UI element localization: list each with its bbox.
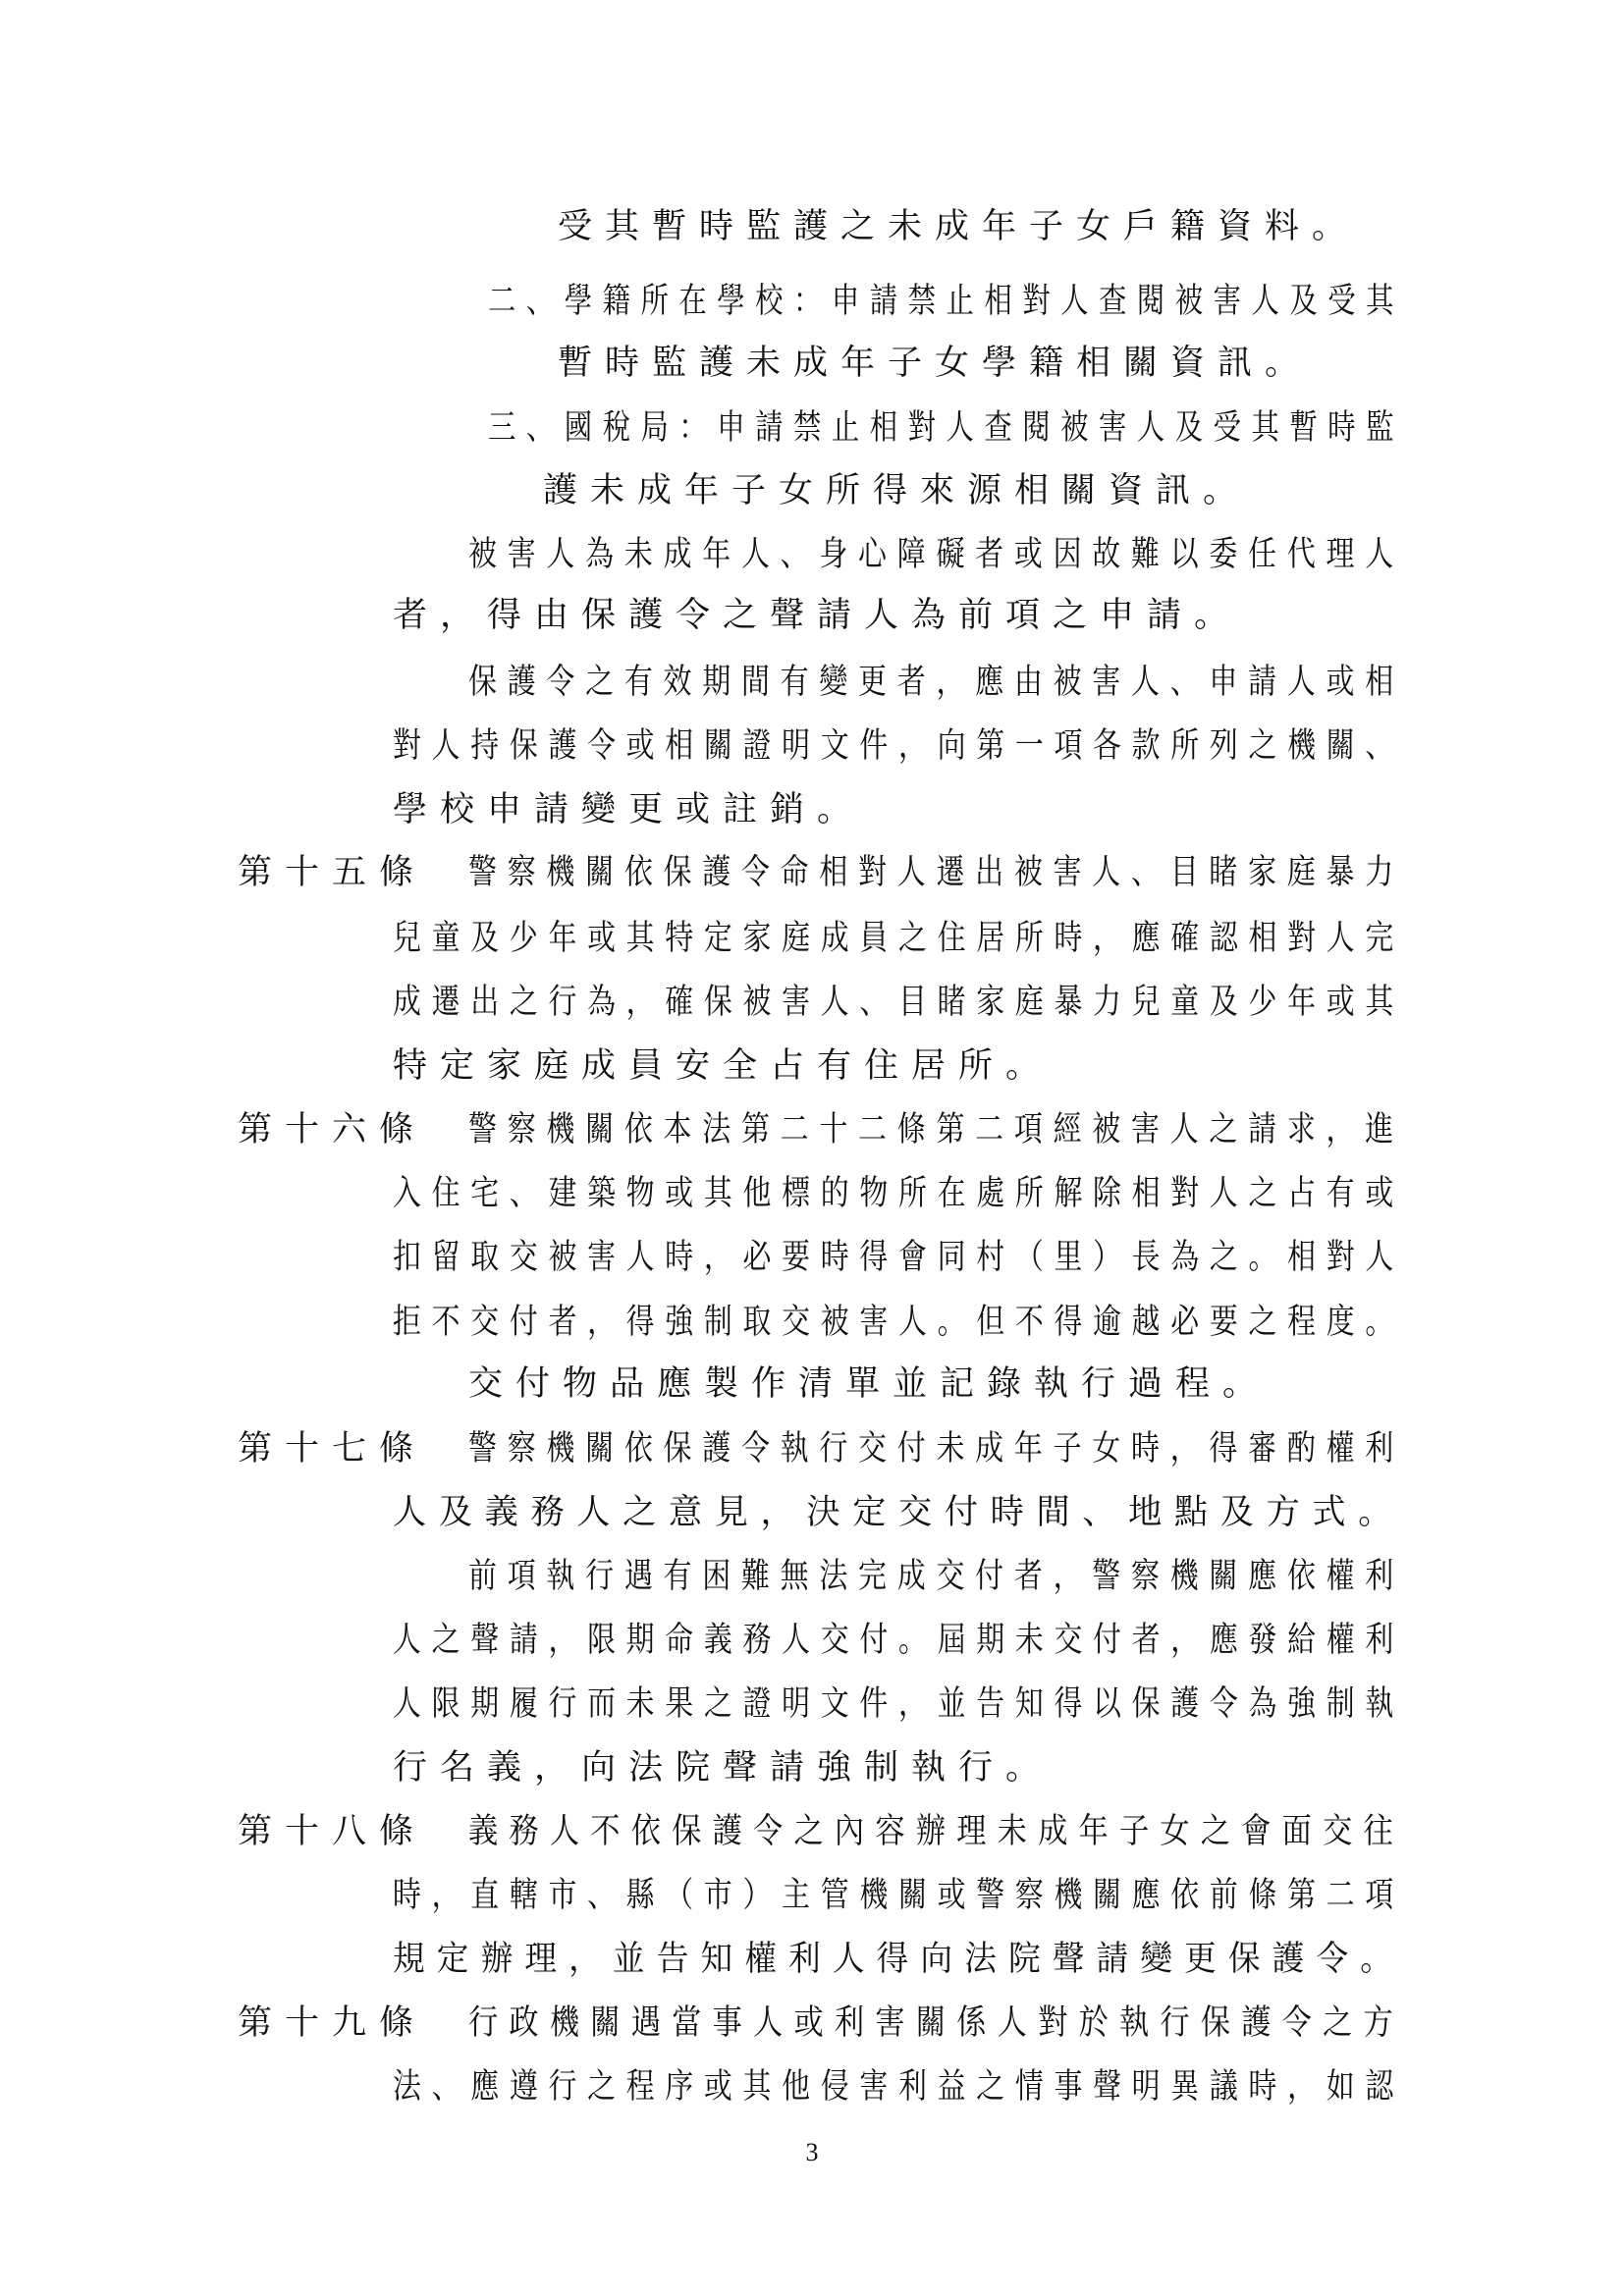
text-line: 義務人不依保護令之內容辦理未成年子女之會面交往 xyxy=(468,1812,1404,1851)
text-line: 規定辦理，並告知權利人得向法院聲請變更保護令。 xyxy=(393,1940,1405,1979)
text-line: 保護令之有效期間有變更者，應由被害人、申請人或相 xyxy=(468,663,1404,702)
text-line: 學校申請變更或註銷。 xyxy=(393,790,865,829)
text-line: 三、國稅局：申請禁止相對人查閱被害人及受其暫時監 xyxy=(488,408,1405,448)
text-line: 扣留取交被害人時，必要時得會同村（里）長為之。相對人 xyxy=(393,1238,1404,1277)
article-label: 第十八條 xyxy=(238,1812,427,1851)
text-line: 時，直轄市、縣（市）主管機關或警察機關應依前條第二項 xyxy=(393,1876,1404,1915)
article-label: 第十六條 xyxy=(238,1110,427,1149)
text-line: 者，得由保護令之聲請人為前項之申請。 xyxy=(393,596,1242,635)
text-line: 拒不交付者，得強制取交被害人。但不得逾越必要之程度。 xyxy=(393,1303,1404,1342)
text-line: 二、學籍所在學校：申請禁止相對人查閱被害人及受其 xyxy=(488,282,1405,321)
text-line: 人限期履行而未果之證明文件，並告知得以保護令為強制執 xyxy=(393,1684,1404,1724)
text-line: 成遷出之行為，確保被害人、目睹家庭暴力兒童及少年或其 xyxy=(393,983,1404,1022)
text-line: 對人持保護令或相關證明文件，向第一項各款所列之機關、 xyxy=(393,726,1404,766)
text-line: 護未成年子女所得來源相關資訊。 xyxy=(543,471,1251,510)
page-number: 3 xyxy=(805,2138,819,2166)
text-line: 法、應遵行之程序或其他侵害利益之情事聲明異議時，如認 xyxy=(393,2067,1404,2107)
text-line: 暫時監護未成年子女學籍相關資訊。 xyxy=(558,344,1313,383)
text-line: 入住宅、建築物或其他標的物所在處所解除相對人之占有或 xyxy=(393,1174,1404,1213)
text-line: 受其暫時監護之未成年子女戶籍資料。 xyxy=(558,207,1360,246)
text-line: 警察機關依本法第二十二條第二項經被害人之請求，進 xyxy=(468,1110,1404,1149)
text-line: 人及義務人之意見，決定交付時間、地點及方式。 xyxy=(393,1493,1405,1532)
text-line: 人之聲請，限期命義務人交付。屆期未交付者，應發給權利 xyxy=(393,1621,1404,1660)
text-line: 前項執行遇有困難無法完成交付者，警察機關應依權利 xyxy=(468,1557,1404,1596)
text-line: 兒童及少年或其特定家庭成員之住居所時，應確認相對人完 xyxy=(393,919,1404,958)
text-line: 行名義，向法院聲請強制執行。 xyxy=(393,1748,1054,1788)
text-line: 特定家庭成員安全占有住居所。 xyxy=(393,1046,1054,1086)
text-line: 交付物品應製作清單並記錄執行過程。 xyxy=(468,1364,1271,1404)
article-label: 第十七條 xyxy=(238,1429,427,1468)
article-label: 第十九條 xyxy=(238,2003,427,2043)
text-line: 被害人為未成年人、身心障礙者或因故難以委任代理人 xyxy=(468,535,1404,574)
text-line: 行政機關遇當事人或利害關係人對於執行保護令之方 xyxy=(468,2003,1404,2043)
text-line: 警察機關依保護令命相對人遷出被害人、目睹家庭暴力 xyxy=(468,853,1404,892)
article-label: 第十五條 xyxy=(238,853,427,892)
text-line: 警察機關依保護令執行交付未成年子女時，得審酌權利 xyxy=(468,1429,1404,1468)
